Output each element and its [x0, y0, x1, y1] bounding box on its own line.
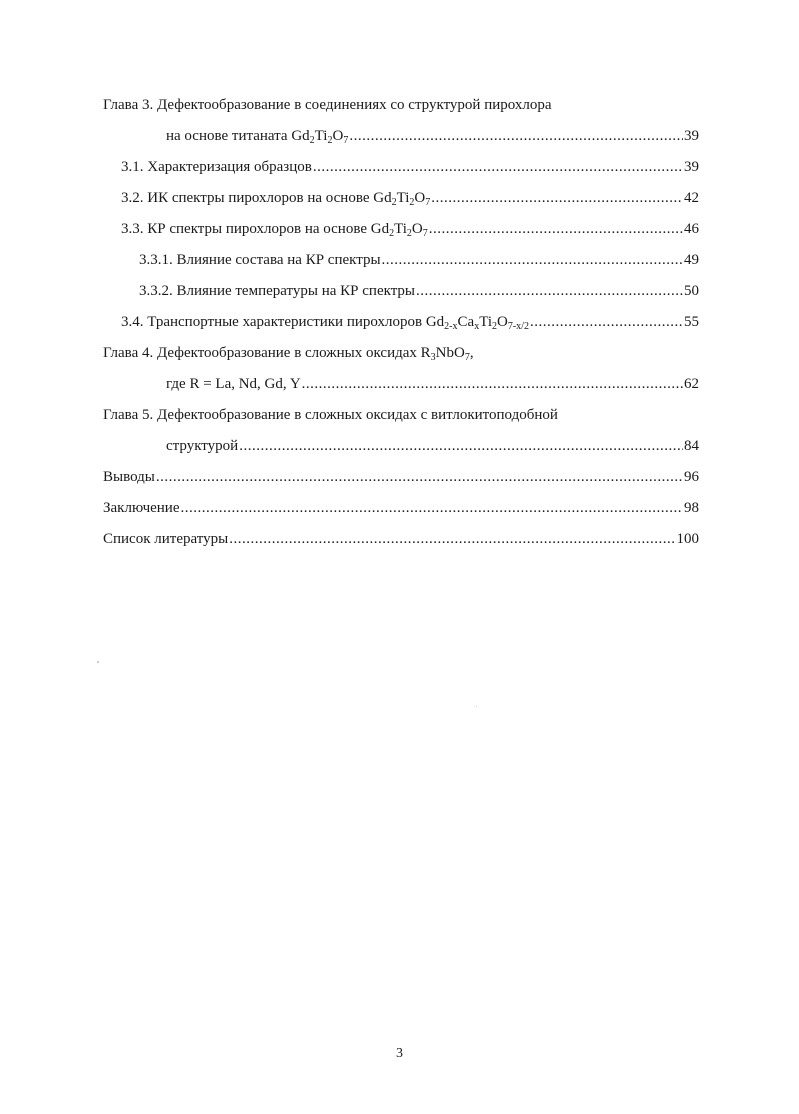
toc-references-page: 100 [676, 531, 699, 547]
dot-leader [181, 493, 684, 524]
dot-leader [156, 462, 683, 493]
scan-speck [97, 661, 99, 663]
toc-section-3-3-label: 3.3. КР спектры пирохлоров на основе $Gd_2Ti_2O_7$ [121, 221, 428, 239]
toc-section-3-2-page: 42 [684, 190, 699, 206]
toc-summary-page: 98 [684, 500, 699, 516]
toc-summary [103, 493, 699, 524]
toc-section-3-3-1-page: 49 [684, 252, 699, 268]
toc-chapter-3-line1: Глава 3. Дефектообразование в соединениях со структурой пирохлора [103, 97, 552, 113]
toc-section-3-3-1-label: 3.3.1. Влияние состава на КР спектры [139, 252, 381, 268]
toc-section-3-4 [103, 307, 699, 338]
scan-speck [476, 706, 477, 707]
toc-section-3-3-2-page: 50 [684, 283, 699, 299]
toc-references-label: Список литературы [103, 531, 229, 547]
dot-leader [530, 307, 683, 338]
toc-conclusions [103, 462, 699, 493]
toc-chapter-4-continuation [103, 369, 699, 400]
toc-conclusions-label: Выводы [103, 469, 155, 485]
toc-section-3-3-2 [103, 276, 699, 307]
toc-chapter-4-line2: где R = La, Nd, Gd, Y [166, 376, 301, 392]
toc-chapter-3-title [103, 90, 699, 121]
toc-chapter-3-line2: на основе титаната $Gd_2Ti_2O_7$ [166, 128, 349, 146]
toc-conclusions-page: 96 [684, 469, 699, 485]
table-of-contents [103, 90, 699, 555]
toc-section-3-4-label: 3.4. Транспортные характеристики пирохлоров $Gd_{2-x}Ca_xTi_2O_{7-x/2}$ [121, 314, 529, 332]
toc-chapter-5-continuation [103, 431, 699, 462]
toc-chapter-5-line2: структурой [166, 438, 239, 454]
toc-chapter-3-continuation [103, 121, 699, 152]
toc-section-3-4-page: 55 [684, 314, 699, 330]
dot-leader [239, 431, 683, 462]
toc-section-3-3-1 [103, 245, 699, 276]
dot-leader [229, 524, 675, 555]
dot-leader [302, 369, 683, 400]
toc-section-3-2 [103, 183, 699, 214]
toc-section-3-3 [103, 214, 699, 245]
toc-references [103, 524, 699, 555]
toc-chapter-4-title [103, 338, 699, 369]
dot-leader [349, 121, 683, 152]
toc-section-3-1-page: 39 [684, 159, 699, 175]
toc-section-3-3-2-label: 3.3.2. Влияние температуры на КР спектры [139, 283, 416, 299]
dot-leader [431, 183, 683, 214]
toc-chapter-5-page: 84 [684, 438, 699, 454]
toc-section-3-1 [103, 152, 699, 183]
toc-section-3-3-page: 46 [684, 221, 699, 237]
page-number: 3 [396, 1046, 403, 1061]
dot-leader [382, 245, 683, 276]
toc-chapter-4-line1: Глава 4. Дефектообразование в сложных оксидах $R_3NbO_7$, [103, 345, 474, 363]
toc-chapter-4-page: 62 [684, 376, 699, 392]
toc-chapter-3-page: 39 [684, 128, 699, 144]
dot-leader [416, 276, 683, 307]
toc-summary-label: Заключение [103, 500, 180, 516]
toc-chapter-5-line1: Глава 5. Дефектообразование в сложных оксидах с витлокитоподобной [103, 407, 558, 423]
toc-chapter-5-title [103, 400, 699, 431]
toc-section-3-1-label: 3.1. Характеризация образцов [121, 159, 312, 175]
dot-leader [429, 214, 683, 245]
dot-leader [313, 152, 683, 183]
toc-section-3-2-label: 3.2. ИК спектры пирохлоров на основе $Gd_2Ti_2O_7$ [121, 190, 431, 208]
